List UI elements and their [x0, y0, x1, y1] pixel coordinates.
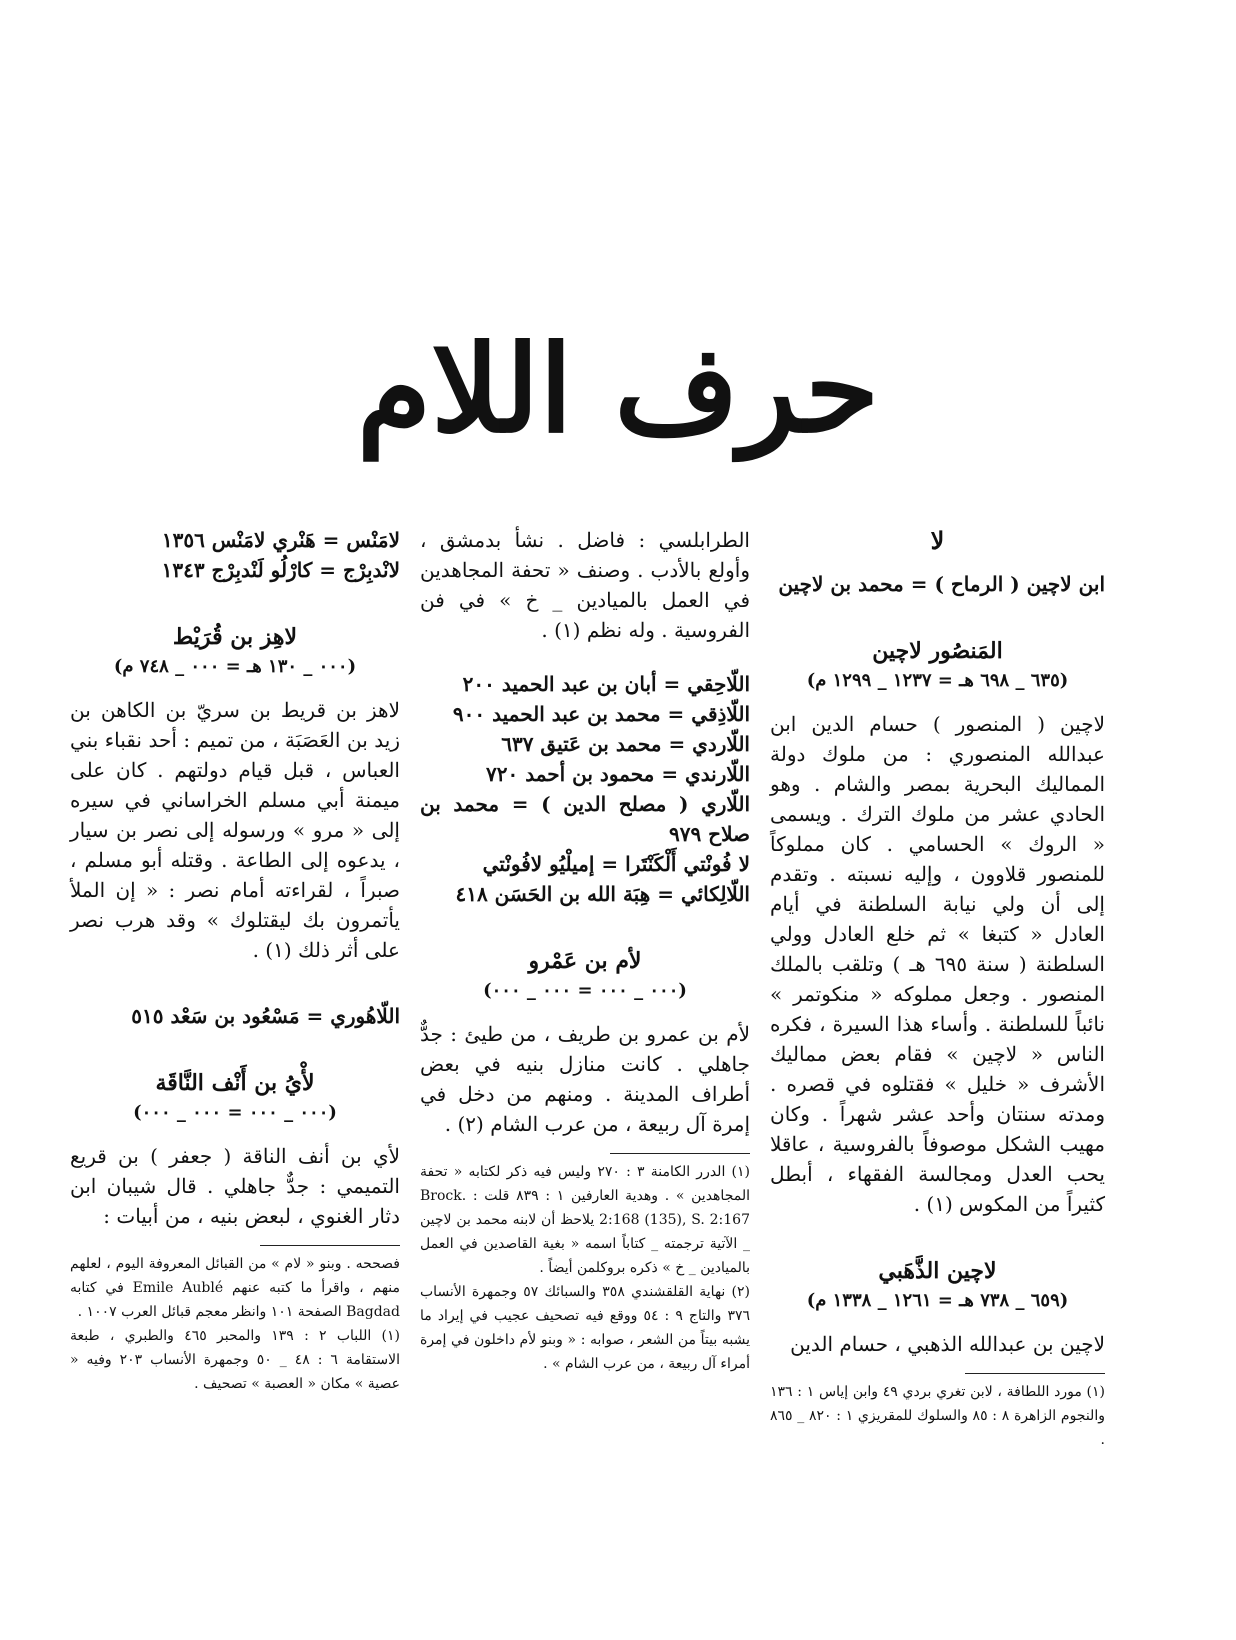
- entry-title: لاهِز بن قُرَيْط: [172, 624, 298, 650]
- entry-title: المَنصُور لاچين: [872, 638, 1003, 664]
- entry-dates: (٠٠٠ _ ٠٠٠ = ٠٠٠ _ ٠٠٠): [133, 1102, 337, 1123]
- footnote: (١) الدرر الكامنة ٣ : ٢٧٠ وليس فيه ذكر لكتابه « تحفة المجاهدين » . وهدية العارفين ١ : ٨٣٩ قلت : Brock. 2:168 (135), S. 2:167 يلاحظ أن لابنه محمد بن لاچين _ الآتية ترجمته _ كتاباً اسمه « بغية القاصدين في العمل بالميادين _ خ » ذكره بروكلمن أيضاً .: [420, 1164, 750, 1276]
- entry-title: لاچين الذَّهَبي: [878, 1258, 997, 1284]
- footnote-rule: [610, 1153, 750, 1154]
- entry-headword: لا: [930, 526, 945, 555]
- entry-dates: (٦٣٥ _ ٦٩٨ هـ = ١٢٣٧ _ ١٢٩٩ م): [806, 670, 1069, 691]
- entry-dates: (٦٥٩ _ ٧٣٨ هـ = ١٢٦١ _ ١٣٣٨ م): [806, 1290, 1069, 1311]
- reference-line: ابن لاچين ( الرماح ) = محمد بن لاچين: [778, 572, 1105, 596]
- entry-title: لأم بن عَمْرو: [528, 948, 642, 974]
- footnote-rule: [260, 1245, 400, 1246]
- footnote: (٢) نهاية القلقشندي ٣٥٨ والسبائك ٥٧ وجمهرة الأنساب ٣٧٦ والتاج ٩ : ٥٤ ووقع فيه تصحيف عجيب في إيراد ما يشبه بيتاً من الشعر ، صوابه : « وبنو لأم داخلون في إمرة أمراء آل ربيعة ، من عرب الشام » .: [420, 1284, 751, 1372]
- reference-line: اللّاحِقي = أبان بن عبد الحميد ٢٠٠: [462, 672, 750, 696]
- entry-body: لاهز بن قريط بن سريّ بن الكاهن بن زيد بن العَصَبَة ، من تميم : أحد نقباء بني العباس ، قبل قيام دولتهم . كان على ميمنة أبي مسلم الخراساني في سيره إلى « مرو » ورسوله إلى نصر بن سيار ، يدعوه إلى الطاعة . وقتله أبو مسلم ، صبراً ، لقراءته أمام نصر : « إن الملأ يأتمرون بك ليقتلوك » وقد هرب نصر على أثر ذلك (١) .: [70, 698, 400, 962]
- footnote: (١) اللباب ٢ : ١٣٩ والمحبر ٤٦٥ والطبري ، طبعة الاستقامة ٦ : ٤٨ _ ٥٠ وجمهرة الأنساب ٢٠٣ وفيه « عصية » مكان « العصبة » تصحيف .: [70, 1328, 401, 1392]
- reference-line: اللّاردي = محمد بن عَتيق ٦٣٧: [501, 732, 750, 756]
- footnote-rule: [965, 1373, 1105, 1374]
- reference-line: اللّارندي = محمود بن أحمد ٧٢٠: [486, 762, 750, 786]
- entry-continuation: الطرابلسي : فاضل . نشأ بدمشق ، وأولع بالأدب . وصنف « تحفة المجاهدين في العمل بالميادين _ خ » في فن الفروسية . وله نظم (١) .: [420, 528, 750, 642]
- page-title: حرف اللام: [356, 319, 880, 460]
- footnote: (١) مورد اللطافة ، لابن تغري بردي ٤٩ وابن إياس ١ : ١٣٦ والنجوم الزاهرة ٨ : ٨٥ والسلوك للمقريزي ١ : ٨٢٠ _ ٨٦٥ .: [770, 1384, 1106, 1448]
- column-right: [770, 525, 1105, 1452]
- reference-line: اللّاذِقي = محمد بن عبد الحميد ٩٠٠: [452, 702, 750, 726]
- entry-body: لاچين ( المنصور ) حسام الدين ابن عبدالله المنصوري : من ملوك دولة المماليك البحرية بمصر والشام . وهو الحادي عشر من ملوك الترك . ويسمى « الروك » الحسامي . كان مملوكاً للمنصور قلاوون ، وإليه نسبته . وتقدم إلى أن ولي نيابة السلطنة في أيام العادل « كتبغا » ثم خلع العادل وولي السلطنة ( سنة ٦٩٥ هـ ) وتلقب بالملك المنصور . وجعل مملوكه « منكوتمر » نائباً للسلطنة . وأساء هذا السيرة ، فكره الناس « لاچين » فقام بعض مماليك الأشرف « خليل » فقتلوه في قصره . ومدته سنتان وأحد عشر شهراً . وكان مهيب الشكل موصوفاً بالفروسية ، عاقلا يحب العدل ومجالسة الفقهاء ، أبطل كثيراً من المكوس (١) .: [770, 712, 1105, 1216]
- entry-body: لأي بن أنف الناقة ( جعفر ) بن قريع التميمي : جدٌّ جاهلي . قال شيبان ابن دثار الغنوي ، لبعض بنيه ، من أبيات :: [70, 1144, 400, 1228]
- reference-line: لا فُونْتي أَلْكَنْتَرا = إميلْيُو لافُونْتي: [482, 852, 750, 876]
- entry-title: لأْيُ بن أَنْف النَّاقَة: [155, 1070, 315, 1096]
- reference-line: لامَنْس = هَنْري لامَنْس ١٣٥٦: [161, 528, 400, 552]
- reference-line: اللّاري ( مصلح الدين ) = محمد بن صلاح ٩٧٩: [420, 792, 750, 846]
- column-left: [70, 525, 400, 1396]
- column-middle: [420, 525, 750, 1376]
- entry-body: لأم بن عمرو بن طريف ، من طيئ : جدٌّ جاهلي . كانت منازل بنيه في بعض أطراف المدينة . ومنهم من دخل في إمرة آل ربيعة ، من عرب الشام (٢) .: [420, 1022, 750, 1136]
- entry-dates: (٠٠٠ _ ١٣٠ هـ = ٠٠٠ _ ٧٤٨ م): [113, 656, 357, 677]
- reference-line: اللّالِكائي = هِبَة الله بن الحَسَن ٤١٨: [455, 882, 750, 906]
- footnote: فصححه . وبنو « لام » من القبائل المعروفة اليوم ، لعلهم منهم ، واقرأ ما كتبه عنهم Emile Aublé في كتابه Bagdad الصفحة ١٠١ وانظر معجم قبائل العرب ١٠٠٧ .: [70, 1256, 400, 1320]
- entry-dates: (٠٠٠ _ ٠٠٠ = ٠٠٠ _ ٠٠٠): [483, 980, 687, 1001]
- reference-line: اللّاهُوري = مَسْعُود بن سَعْد ٥١٥: [131, 1004, 400, 1028]
- reference-line: لانْدبِرْج = كارْلُو لَنْدبِرْج ١٣٤٣: [161, 558, 400, 582]
- entry-body: لاچين بن عبدالله الذهبي ، حسام الدين: [790, 1332, 1105, 1356]
